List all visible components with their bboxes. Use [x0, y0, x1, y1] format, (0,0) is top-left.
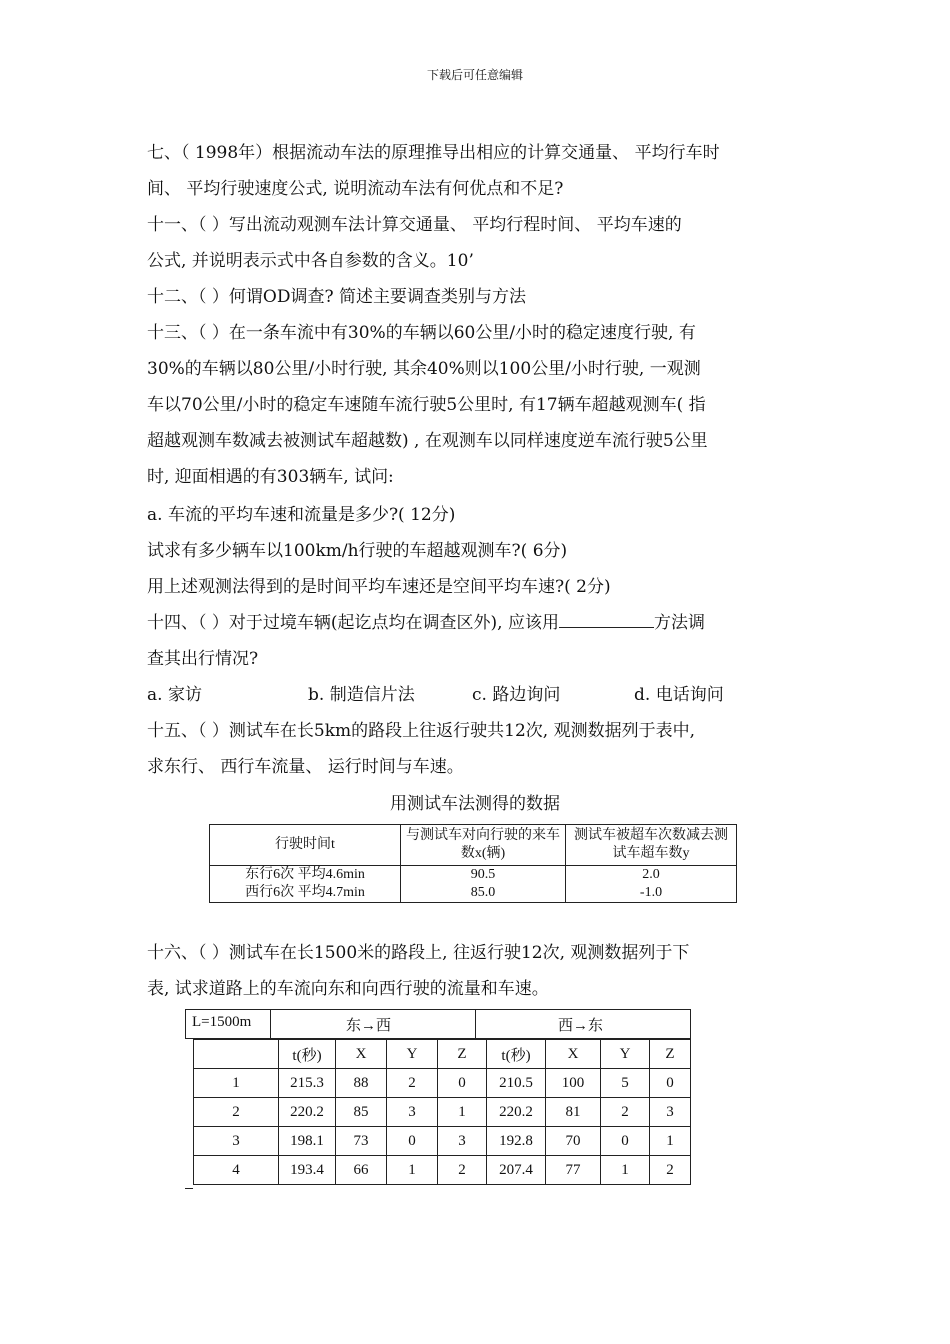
- table-cell: 85.0: [401, 884, 566, 903]
- column-header: X: [336, 1040, 387, 1069]
- table-row: [194, 1127, 691, 1156]
- table-edge-stub: [185, 1188, 193, 1189]
- q14-line-2: 查其出行情况?: [147, 649, 259, 669]
- table-cell: 3: [387, 1098, 438, 1127]
- page-header: 下载后可任意编辑: [426, 68, 523, 82]
- table-cell: 0: [601, 1127, 650, 1156]
- table-cell: 1: [387, 1156, 438, 1185]
- table-cell: 193.4: [279, 1156, 336, 1185]
- answer-blank: [559, 611, 654, 628]
- column-header: [194, 1040, 279, 1069]
- q15-line-2: 求东行、 西行车流量、 运行时间与车速。: [147, 757, 464, 777]
- q14-option-a: a. 家访: [147, 685, 202, 705]
- table-cell: 207.4: [487, 1156, 546, 1185]
- table-cell: 85: [336, 1098, 387, 1127]
- table-cell: 东行6次 平均4.6min: [210, 866, 401, 885]
- table-cell: 192.8: [487, 1127, 546, 1156]
- table-row: [194, 1069, 691, 1098]
- table-cell: 2: [601, 1098, 650, 1127]
- table-cell: 0: [387, 1127, 438, 1156]
- table-caption: 用测试车法测得的数据: [390, 794, 560, 814]
- road-length-label: L=1500m: [192, 1014, 252, 1030]
- table-cell: 210.5: [487, 1069, 546, 1098]
- column-header-row: [194, 1040, 691, 1069]
- table-cell: 5: [601, 1069, 650, 1098]
- table-cell: 2: [650, 1156, 691, 1185]
- table-cell: 西行6次 平均4.7min: [210, 884, 401, 903]
- q16-line-1: 十六、（ ）测试车在长1500米的路段上, 往返行驶12次, 观测数据列于下: [147, 943, 690, 963]
- q13-part-b: 试求有多少辆车以100km/h行驶的车超越观测车?( 6分): [147, 541, 568, 561]
- q11-line-2: 公式, 并说明表示式中各自参数的含义。10’: [147, 251, 474, 271]
- header-cell: 与测试车对向行驶的来车数x(辆): [401, 825, 566, 866]
- table-cell: 1: [438, 1098, 487, 1127]
- table-cell: 77: [546, 1156, 601, 1185]
- table-cell: 70: [546, 1127, 601, 1156]
- table-cell: 90.5: [401, 866, 566, 885]
- q11-line-1: 十一、（ ）写出流动观测车法计算交通量、 平均行程时间、 平均车速的: [147, 215, 682, 235]
- q14-option-c: c. 路边询问: [472, 685, 561, 705]
- observation-table: [193, 1039, 691, 1185]
- table-header-row: [210, 825, 737, 866]
- column-header: t(秒): [487, 1040, 546, 1069]
- q13-line-2: 30%的车辆以80公里/小时行驶, 其余40%则以100公里/小时行驶, 一观测: [147, 359, 701, 379]
- q14-text-after: 方法调: [653, 613, 705, 633]
- table-cell: 2: [387, 1069, 438, 1098]
- table-cell: 73: [336, 1127, 387, 1156]
- table-cell: 198.1: [279, 1127, 336, 1156]
- header-cell: 测试车被超车次数减去测试车超车数y: [566, 825, 737, 866]
- table-cell: 0: [650, 1069, 691, 1098]
- column-header: X: [546, 1040, 601, 1069]
- table-cell: 4: [194, 1156, 279, 1185]
- column-header: t(秒): [279, 1040, 336, 1069]
- q15-line-1: 十五、（ ）测试车在长5km的路段上往返行驶共12次, 观测数据列于表中,: [147, 721, 695, 741]
- table-cell: 3: [194, 1127, 279, 1156]
- table-cell: 220.2: [279, 1098, 336, 1127]
- table-cell: -1.0: [566, 884, 737, 903]
- q13-line-1: 十三、（ ）在一条车流中有30%的车辆以60公里/小时的稳定速度行驶, 有: [147, 323, 696, 343]
- column-header: Y: [387, 1040, 438, 1069]
- header-cell: 行驶时间t: [210, 825, 401, 866]
- table-row: [194, 1098, 691, 1127]
- q7-line-1: 七、（ 1998年）根据流动车法的原理推导出相应的计算交通量、 平均行车时: [147, 143, 720, 163]
- q14-option-d: d. 电话询问: [634, 685, 724, 705]
- table-cell: 3: [438, 1127, 487, 1156]
- q13-line-3: 车以70公里/小时的稳定车速随车流行驶5公里时, 有17辆车超越观测车( 指: [147, 395, 706, 415]
- table-row: [194, 1156, 691, 1185]
- table-cell: 0: [438, 1069, 487, 1098]
- table-cell: 66: [336, 1156, 387, 1185]
- table-cell: 88: [336, 1069, 387, 1098]
- column-header: Z: [438, 1040, 487, 1069]
- column-header: Z: [650, 1040, 691, 1069]
- table-cell: 1: [601, 1156, 650, 1185]
- direction-east-to-west: 东→西: [346, 1018, 392, 1034]
- table-row: [210, 866, 737, 885]
- table-cell: 215.3: [279, 1069, 336, 1098]
- test-car-data-table: [209, 824, 737, 903]
- q12-line: 十二、（ ）何谓OD调查? 简述主要调查类别与方法: [147, 287, 526, 307]
- q13-line-5: 时, 迎面相遇的有303辆车, 试问:: [147, 467, 394, 487]
- q16-line-2: 表, 试求道路上的车流向东和向西行驶的流量和车速。: [147, 979, 549, 999]
- q14-option-b: b. 制造信片法: [308, 685, 415, 705]
- q13-line-4: 超越观测车数减去被测试车超越数) , 在观测车以同样速度逆车流行驶5公里: [147, 431, 708, 451]
- table-cell: 2: [194, 1098, 279, 1127]
- q13-part-a: a. 车流的平均车速和流量是多少?( 12分): [147, 505, 456, 525]
- column-header: Y: [601, 1040, 650, 1069]
- table-cell: 1: [194, 1069, 279, 1098]
- table-cell: 1: [650, 1127, 691, 1156]
- header-divider: [475, 1010, 476, 1039]
- direction-west-to-east: 西→东: [558, 1018, 604, 1034]
- table-cell: 2.0: [566, 866, 737, 885]
- q14-text-before: 十四、（ ）对于过境车辆(起讫点均在调查区外), 应该用: [147, 613, 559, 633]
- q13-part-c: 用上述观测法得到的是时间平均车速还是空间平均车速?( 2分): [147, 577, 611, 597]
- table-cell: 220.2: [487, 1098, 546, 1127]
- table-cell: 100: [546, 1069, 601, 1098]
- table-cell: 81: [546, 1098, 601, 1127]
- q7-line-2: 间、 平均行驶速度公式, 说明流动车法有何优点和不足?: [147, 179, 564, 199]
- q14-line-1: [147, 608, 705, 633]
- observation-table-header: [185, 1009, 691, 1039]
- table-cell: 3: [650, 1098, 691, 1127]
- header-divider: [270, 1010, 271, 1039]
- table-cell: 2: [438, 1156, 487, 1185]
- table-row: [210, 884, 737, 903]
